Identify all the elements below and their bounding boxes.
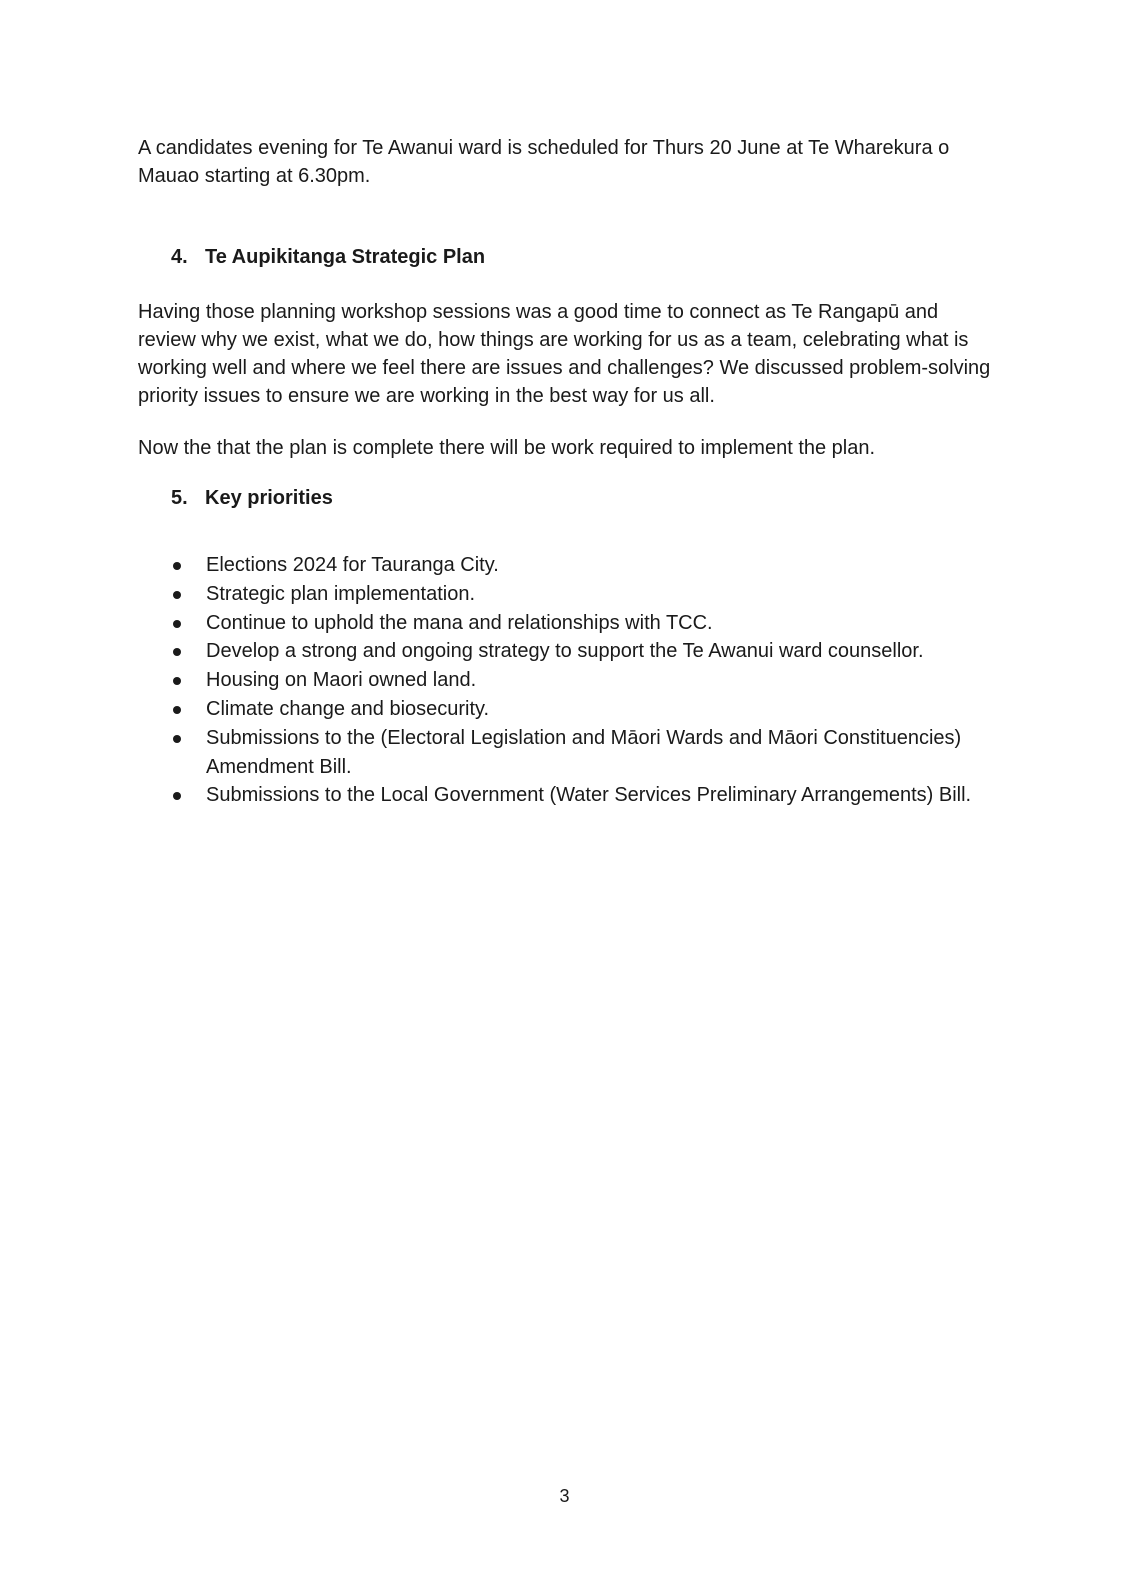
intro-paragraph: A candidates evening for Te Awanui ward is scheduled for Thurs 20 June at Te Wharekura o Mauao starting at 6.30pm. (138, 137, 950, 187)
list-item-text: Climate change and biosecurity. (206, 697, 490, 720)
section-5-number: 5. (171, 487, 188, 509)
list-item (138, 551, 998, 580)
section-4-paragraph-2: Now the that the plan is complete there will be work required to implement the plan. (138, 437, 876, 459)
list-item (138, 637, 998, 666)
list-item-text: Develop a strong and ongoing strategy to support the Te Awanui ward counsellor. (206, 640, 924, 663)
bullet-icon (173, 591, 181, 599)
bullet-icon (173, 735, 181, 743)
section-5-title: Key priorities (205, 487, 333, 509)
section-4-number: 4. (171, 246, 188, 268)
section-4-title: Te Aupikitanga Strategic Plan (205, 246, 486, 268)
key-priorities-list (138, 551, 998, 810)
list-item (138, 666, 998, 695)
list-item-text: Housing on Maori owned land. (206, 669, 477, 692)
bullet-icon (173, 677, 181, 685)
section-4-paragraph-1: Having those planning workshop sessions was a good time to connect as Te Rangapū and review why we exist, what we do, how things are working for us as a team, celebrating what is working well and where we feel there are issues and challenges? We discussed problem-solving priority issues to ensure we are working in the best way for us all. (138, 301, 991, 407)
list-item (138, 695, 998, 724)
bullet-icon (173, 648, 181, 656)
list-item-text: Submissions to the Local Government (Water Services Preliminary Arrangements) Bill. (206, 784, 972, 807)
list-item (138, 724, 998, 782)
bullet-icon (173, 792, 181, 800)
bullet-icon (173, 562, 181, 570)
bullet-icon (173, 706, 181, 714)
list-item-text: Continue to uphold the mana and relationships with TCC. (206, 611, 713, 634)
page-number: 3 (559, 1486, 570, 1506)
list-item (138, 781, 998, 810)
section-4-heading (171, 243, 485, 271)
section-5-heading (171, 484, 333, 512)
bullet-icon (173, 620, 181, 628)
list-item-text: Elections 2024 for Tauranga City. (206, 554, 499, 576)
list-item (138, 580, 998, 609)
list-item-text: Strategic plan implementation. (206, 582, 476, 605)
list-item (138, 609, 998, 638)
list-item-text: Submissions to the (Electoral Legislation and Māori Wards and Māori Constituencies) Amendment Bill. (206, 726, 962, 778)
